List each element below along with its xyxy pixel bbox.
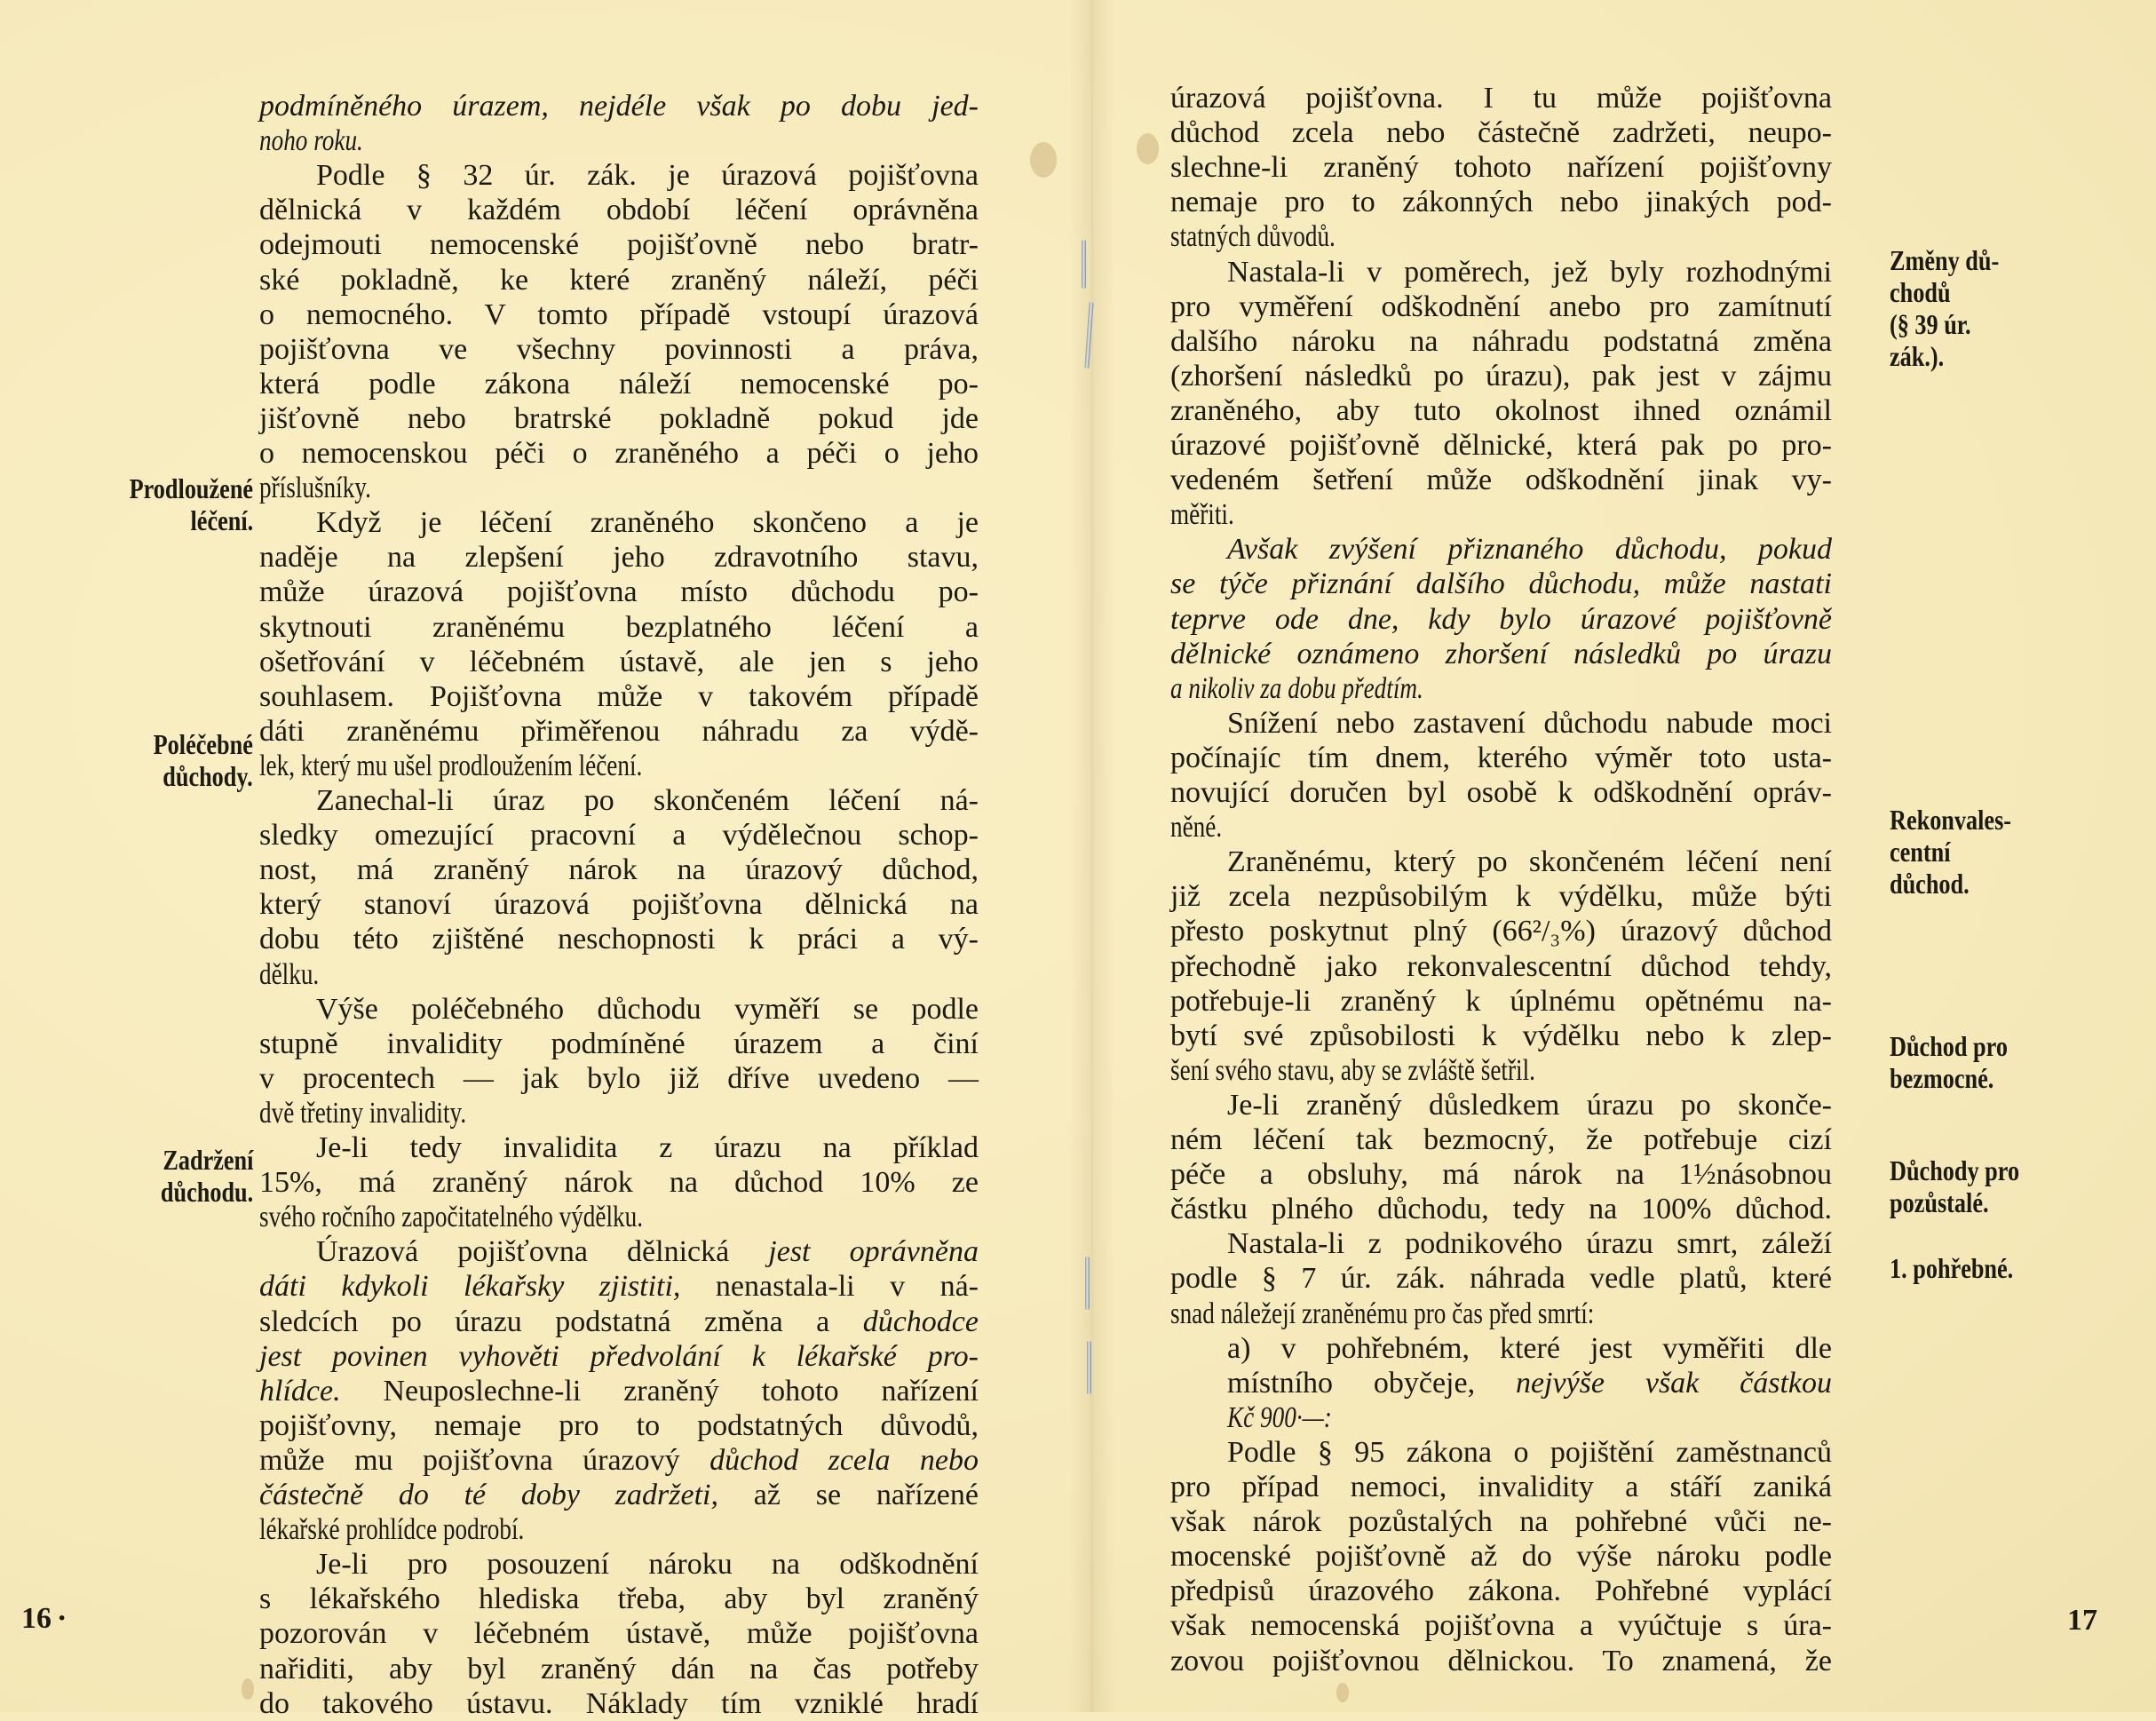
- text-line: lek, který mu ušel prodloužením léčení.: [259, 749, 643, 782]
- text-line: mocenské pojišťovně až do výše nároku podle: [1170, 1540, 1832, 1574]
- text: Neuposlechne-li zraněný tohoto nařízení: [340, 1374, 979, 1408]
- text-line: Snížení nebo zastavení důchodu nabude moci: [1227, 706, 1832, 740]
- margin-note-line: pozůstalé.: [1890, 1186, 1989, 1218]
- text-line: dělnické oznámeno zhoršení následků po úrazu: [1170, 637, 1832, 670]
- text-line: pojišťovna ve všechny povinnosti a práva,: [259, 332, 979, 366]
- text-line: podle § 7 úr. zák. náhrada vedle platů, které: [1170, 1262, 1832, 1296]
- text-line: sledky omezující pracovní a výdělečnou schop-: [259, 819, 979, 853]
- text-line: svého ročního započitatelného výdělku.: [259, 1201, 644, 1234]
- text-line: Avšak zvýšení přiznaného důchodu, pokud: [1227, 533, 1832, 567]
- italic-text: hlídce.: [259, 1374, 341, 1408]
- text-line: 15%, má zraněný nárok na důchod 10% ze: [259, 1166, 979, 1200]
- page-number-dot: ·: [57, 1602, 67, 1635]
- text-line: Když je léčení zraněného skončeno a je: [316, 506, 979, 540]
- text-line: [259, 1269, 979, 1304]
- text-line: dvě třetiny invalidity.: [259, 1096, 467, 1130]
- text-line: předpisů úrazového zákona. Pohřebné vyplácí: [1170, 1574, 1832, 1608]
- text-line: důchod zcela nebo částečně zadržeti, neupo-: [1170, 116, 1832, 150]
- text-line: dáti zraněnému přiměřenou náhradu za výdě-: [259, 714, 979, 748]
- text-line: a nikoliv za dobu předtím.: [1170, 671, 1423, 705]
- text-line: stupně invalidity podmíněné úrazem a činí: [259, 1027, 979, 1060]
- text-line: se týče přiznání dalšího důchodu, může nastati: [1170, 567, 1832, 601]
- text-line: naděje na zlepšení jeho zdravotního stavu,: [259, 541, 979, 575]
- text-line: Je-li tedy invalidita z úrazu na příklad: [316, 1131, 979, 1164]
- text: Úrazová pojišťovna dělnická: [316, 1235, 769, 1269]
- margin-note-line: důchod.: [1890, 868, 1970, 900]
- text-line: pojišťovny, nemaje pro to podstatných důvodů,: [259, 1408, 979, 1442]
- italic-text: jest oprávněna: [768, 1235, 979, 1269]
- text-line: může úrazová pojišťovna místo důchodu po-: [259, 575, 979, 609]
- text-line: jišťovně nebo bratrské pokladně pokud jde: [259, 401, 979, 435]
- margin-note-line: důchody.: [162, 760, 253, 792]
- margin-note-line: Poléčebné: [153, 728, 253, 760]
- italic-text: nejvýše však částkou: [1515, 1366, 1832, 1400]
- text-line: ské pokladně, ke které zraněný náleží, péči: [259, 263, 979, 297]
- text-line: Zanechal-li úraz po skončeném léčení ná-: [316, 784, 979, 817]
- italic-text: částečně do té doby zadržeti,: [259, 1479, 718, 1511]
- text-line: [259, 1478, 979, 1512]
- text-line: úrazová pojišťovna. I tu může pojišťovna: [1170, 82, 1832, 115]
- margin-note-line: Rekonvales-: [1890, 804, 2012, 836]
- margin-note-line: Zadržení: [162, 1144, 253, 1176]
- text-line: Zraněnému, který po skončeném léčení není: [1227, 845, 1832, 879]
- text-line: úrazové pojišťovně dělnické, která pak po pro-: [1170, 429, 1832, 462]
- text: až se nařízené: [718, 1479, 979, 1511]
- text-line: příslušníky.: [259, 472, 371, 505]
- text-line: bytí své způsobilosti k výdělku nebo k zlep-: [1170, 1019, 1832, 1052]
- text-line: vedeném šetření může odškodnění jinak vy-: [1170, 464, 1832, 497]
- text-line: Nastala-li v poměrech, jež byly rozhodnými: [1227, 255, 1832, 289]
- margin-note-line: (§ 39 úr.: [1890, 308, 1971, 340]
- text-line: o nemocného. V tomto případě vstoupí úrazová: [259, 297, 979, 331]
- text-line: statných důvodů.: [1170, 220, 1336, 254]
- margin-note-line: centní: [1890, 836, 1951, 868]
- text-line: péče a obsluhy, má nárok na 1½násobnou: [1170, 1158, 1832, 1192]
- text-line: snad náležejí zraněnému pro čas před smrtí:: [1170, 1297, 1595, 1330]
- text-line: však nárok pozůstalých na pohřebné vůči ne-: [1170, 1505, 1832, 1539]
- text-line: nost, má zraněný nárok na úrazový důchod,: [259, 853, 979, 887]
- text-line: lékařské prohlídce podrobí.: [259, 1513, 525, 1547]
- text: nenastala-li v ná-: [680, 1270, 979, 1304]
- margin-note-line: Důchody pro: [1890, 1154, 2020, 1186]
- text-line: a) v pohřebném, které jest vyměřiti dle: [1227, 1331, 1832, 1365]
- text-line: s lékařského hlediska třeba, aby byl zraněný: [259, 1582, 979, 1616]
- text-line: šení svého stavu, aby se zvláště šetřil.: [1170, 1053, 1535, 1087]
- text-line: Kč 900·—:: [1227, 1400, 1332, 1434]
- margin-note-line: Prodloužené: [129, 472, 253, 504]
- text-line: však nemocenská pojišťovna a vyúčtuje s úra-: [1170, 1609, 1832, 1643]
- text-line: Podle § 32 úr. zák. je úrazová pojišťovna: [316, 159, 979, 193]
- text-line: skytnouti zraněnému bezplatného léčení a: [259, 610, 979, 644]
- text-line: ošetřování v léčebném ústavě, ale jen s jeho: [259, 645, 979, 678]
- text-line: o nemocenskou péči o zraněného a péči o jeho: [259, 437, 979, 470]
- margin-note-line: chodů: [1890, 276, 1951, 308]
- text-line: zovou pojišťovnou dělnickou. To znamená, že: [1170, 1644, 1832, 1677]
- text-line: slechne-li zraněný tohoto nařízení pojišťovny: [1170, 151, 1832, 185]
- text-line: dalšího nároku na náhradu podstatná změna: [1170, 324, 1832, 358]
- italic-text: důchodce: [862, 1305, 979, 1338]
- text-line: dobu této zjištěné neschopnosti k práci a vý-: [259, 923, 979, 956]
- margin-note-line: důchodu.: [160, 1176, 253, 1208]
- text: může mu pojišťovna úrazový: [259, 1443, 710, 1477]
- text-line: přechodně jako rekonvalescentní důchod tehdy,: [1170, 949, 1832, 983]
- text-line: nemaje pro to zákonných nebo jinakých pod-: [1170, 186, 1832, 219]
- text-line: ném léčení tak bezmocný, že potřebuje cizí: [1170, 1123, 1832, 1156]
- text-line: Je-li zraněný důsledkem úrazu po skonče-: [1227, 1088, 1832, 1122]
- margin-note-line: 1. pohřebné.: [1890, 1252, 2014, 1284]
- text-line: Je-li pro posouzení nároku na odškodnění: [316, 1548, 979, 1582]
- text: místního obyčeje,: [1227, 1366, 1516, 1400]
- text-line: [259, 1374, 979, 1408]
- text-line: [1227, 1366, 1832, 1400]
- margin-note-line: Důchod pro: [1890, 1030, 2008, 1062]
- text-line: novující doručen byl osobě k odškodnění opráv-: [1170, 776, 1832, 809]
- page-number-left: 16: [21, 1602, 52, 1635]
- text-line: dělnická v každém období léčení oprávněna: [259, 194, 979, 227]
- text: sledcích po úrazu podstatná změna a: [259, 1305, 863, 1338]
- left-page: [0, 0, 1074, 1720]
- margin-note-line: Změny dů-: [1890, 244, 2000, 276]
- page-number-right: 17: [2067, 1604, 2097, 1637]
- text-line: [259, 1305, 979, 1339]
- text-line: něné.: [1170, 811, 1223, 845]
- text-line: podmíněného úrazem, nejdéle však po dobu jed-: [259, 90, 979, 123]
- text-line: Výše poléčebného důchodu vyměří se podle: [316, 992, 979, 1026]
- text-line: Nastala-li z podnikového úrazu smrt, záleží: [1227, 1227, 1832, 1261]
- text-line: odejmouti nemocenské pojišťovně nebo bratr-: [259, 228, 979, 262]
- text-line: měřiti.: [1170, 498, 1234, 532]
- text-line: v procentech — jak bylo již dříve uvedeno —: [259, 1061, 979, 1095]
- margin-note-line: bezmocné.: [1890, 1062, 1994, 1094]
- text-line: Podle § 95 zákona o pojištění zaměstnanců: [1227, 1435, 1832, 1469]
- text-line: noho roku.: [259, 124, 363, 158]
- text-line: [259, 1443, 979, 1478]
- text-line: jest povinen vyhověti předvolání k lékařské pro-: [259, 1339, 979, 1373]
- text-line: která podle zákona náleží nemocenské po-: [259, 367, 979, 401]
- text-line: zraněného, aby tuto okolnost ihned oznámil: [1170, 393, 1832, 427]
- text-line: dělku.: [259, 957, 320, 991]
- italic-text: dáti kdykoli lékařsky zjistiti,: [259, 1270, 681, 1304]
- text-line: do takového ústavu. Náklady tím vzniklé hradí: [259, 1686, 979, 1720]
- text-line: počínajíc tím dnem, kterého výměr toto usta-: [1170, 741, 1832, 774]
- right-page: [1074, 0, 2156, 1712]
- text-line: přesto poskytnut plný (66²/₃%) úrazový důchod: [1170, 915, 1832, 948]
- text-line: nařiditi, aby byl zraněný dán na čas potřeby: [259, 1652, 979, 1685]
- text-line: teprve ode dne, kdy bylo úrazové pojišťovně: [1170, 602, 1832, 636]
- text-line: [316, 1234, 979, 1269]
- margin-note-line: léčení.: [190, 504, 253, 536]
- italic-text: důchod zcela nebo: [709, 1443, 979, 1477]
- text-line: pozorován v léčebném ústavě, může pojišťovna: [259, 1617, 979, 1651]
- text-line: již zcela nezpůsobilým k výdělku, může býti: [1170, 880, 1832, 914]
- text-line: potřebuje-li zraněný k úplnému opětnému na-: [1170, 984, 1832, 1018]
- text-line: částku plného důchodu, tedy na 100% důchod.: [1170, 1193, 1832, 1226]
- margin-note-line: zák.).: [1890, 340, 1945, 372]
- text-line: souhlasem. Pojišťovna může v takovém případě: [259, 679, 979, 713]
- text-line: (zhoršení následků po úrazu), pak jest v zájmu: [1170, 359, 1832, 393]
- text-line: který stanoví úrazová pojišťovna dělnická na: [259, 888, 979, 922]
- text-line: pro vyměření odškodnění anebo pro zamítnutí: [1170, 289, 1832, 323]
- text-line: pro případ nemoci, invalidity a stáří zaniká: [1170, 1471, 1832, 1503]
